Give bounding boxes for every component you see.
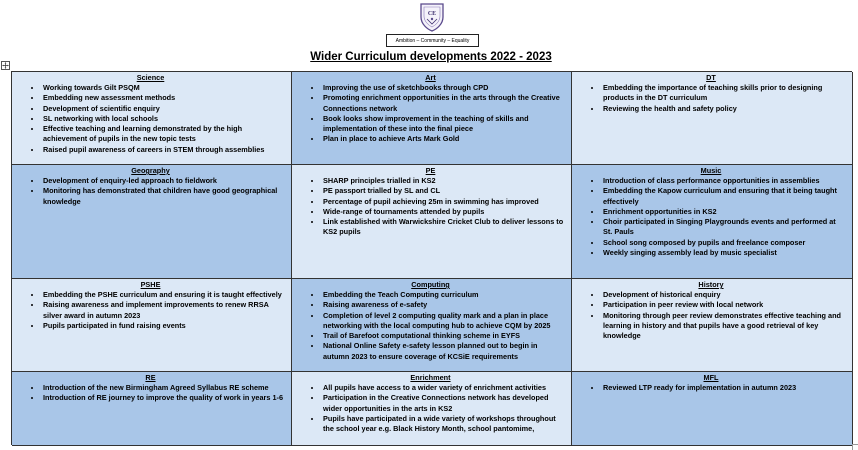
- bullet-item: • Development of enquiry-led approach to fieldwork: [42, 176, 285, 186]
- bullet-item: • Working towards Gilt PSQM: [42, 83, 285, 93]
- subject-heading: PE: [425, 166, 436, 175]
- school-crest-logo: [419, 3, 445, 32]
- subject-cell-dt[interactable]: [572, 72, 853, 165]
- subject-heading: Enrichment: [410, 373, 451, 382]
- bullet-item: • Choir participated in Singing Playgrounds events and performed at St. Pauls: [602, 217, 846, 238]
- bullet-item: • Link established with Warwickshire Cricket Club to deliver lessons to KS2 pupils: [322, 217, 565, 238]
- subject-heading: History: [698, 280, 724, 289]
- subject-items: [296, 83, 565, 145]
- subject-heading: RE: [145, 373, 156, 382]
- bullet-item: • SL networking with local schools: [42, 114, 285, 124]
- bullet-item: • Trail of Barefoot computational thinking scheme in EYFS: [322, 331, 565, 341]
- school-motto: Ambition – Community – Equality: [386, 34, 479, 47]
- bullet-item: • All pupils have access to a wider variety of enrichment activities: [322, 383, 565, 393]
- bullet-item: • Embedding the importance of teaching skills prior to designing products in the DT curriculum: [602, 83, 846, 104]
- subject-heading: Computing: [411, 280, 450, 289]
- bullet-item: • Participation in the Creative Connections network has developed wider opportunities in the arts in KS2: [322, 393, 565, 414]
- subject-heading: Music: [700, 166, 722, 175]
- bullet-item: • Reviewed LTP ready for implementation in autumn 2023: [602, 383, 846, 393]
- bullet-item: • Monitoring has demonstrated that children have good geographical knowledge: [42, 186, 285, 207]
- subject-items: [576, 176, 846, 258]
- bullet-item: • Development of scientific enquiry: [42, 104, 285, 114]
- bullet-item: • Improving the use of sketchbooks through CPD: [322, 83, 565, 93]
- bullet-item: • Weekly singing assembly lead by music specialist: [602, 248, 846, 258]
- subject-cell-art[interactable]: [292, 72, 572, 165]
- subject-heading: Art: [425, 73, 436, 82]
- bullet-item: • PE passport trialled by SL and CL: [322, 186, 565, 196]
- bullet-item: • Wide-range of tournaments attended by pupils: [322, 207, 565, 217]
- bullet-item: • Development of historical enquiry: [602, 290, 846, 300]
- subject-items: [296, 383, 565, 434]
- subject-items: [16, 383, 285, 404]
- table-resize-handle[interactable]: [852, 444, 858, 450]
- subject-items: [16, 176, 285, 207]
- subject-heading: Science: [136, 73, 165, 82]
- subject-items: [296, 176, 565, 238]
- bullet-item: • Embedding the Kapow curriculum and ensuring that it being taught effectively: [602, 186, 846, 207]
- subject-heading: MFL: [703, 373, 719, 382]
- bullet-item: • Introduction of RE journey to improve the quality of work in years 1-6: [42, 393, 285, 403]
- subject-cell-history[interactable]: [572, 279, 853, 372]
- bullet-item: • Participation in peer review with local network: [602, 300, 846, 310]
- bullet-item: • Percentage of pupil achieving 25m in swimming has improved: [322, 197, 565, 207]
- subject-cell-pshe[interactable]: [12, 279, 292, 372]
- bullet-item: • Reviewing the health and safety policy: [602, 104, 846, 114]
- bullet-item: • Introduction of class performance opportunities in assemblies: [602, 176, 846, 186]
- subject-items: [296, 290, 565, 362]
- bullet-item: • Promoting enrichment opportunities in the arts through the Creative Connections network: [322, 93, 565, 114]
- subject-items: [16, 290, 285, 331]
- subject-items: [576, 383, 846, 393]
- subject-cell-re[interactable]: [12, 372, 292, 446]
- table-move-handle[interactable]: [1, 61, 10, 70]
- bullet-item: • Plan in place to achieve Arts Mark Gold: [322, 134, 565, 144]
- crest-initials: CE: [427, 11, 437, 17]
- bullet-item: • School song composed by pupils and freelance composer: [602, 238, 846, 248]
- move-arrows-icon: [2, 62, 9, 69]
- bullet-item: • Completion of level 2 computing quality mark and a plan in place networking with the local computing hub to achieve CQM by 2025: [322, 311, 565, 332]
- subject-heading: PSHE: [140, 280, 161, 289]
- curriculum-table: [11, 71, 852, 445]
- bullet-item: • Monitoring through peer review demonstrates effective teaching and learning in history and that pupils have a good retrieval of key knowledge: [602, 311, 846, 342]
- bullet-item: • Book looks show improvement in the teaching of skills and implementation of these into the final piece: [322, 114, 565, 135]
- bullet-item: • Enrichment opportunities in KS2: [602, 207, 846, 217]
- subject-heading: DT: [706, 73, 716, 82]
- subject-cell-geography[interactable]: [12, 165, 292, 279]
- bullet-item: • SHARP principles trialled in KS2: [322, 176, 565, 186]
- bullet-item: • Raising awareness and implement improvements to renew RRSA silver award in autumn 2023: [42, 300, 285, 321]
- subject-items: [16, 83, 285, 155]
- bullet-item: • Effective teaching and learning demonstrated by the high achievement of pupils in the new topic tests: [42, 124, 285, 145]
- bullet-item: • Pupils participated in fund raising events: [42, 321, 285, 331]
- bullet-item: • Embedding the Teach Computing curriculum: [322, 290, 565, 300]
- subject-cell-music[interactable]: [572, 165, 853, 279]
- page-title: Wider Curriculum developments 2022 - 2023: [310, 51, 552, 63]
- bullet-item: • Introduction of the new Birmingham Agreed Syllabus RE scheme: [42, 383, 285, 393]
- bullet-item: • Raising awareness of e-safety: [322, 300, 565, 310]
- bullet-item: • Embedding new assessment methods: [42, 93, 285, 103]
- subject-heading: Geography: [131, 166, 170, 175]
- subject-cell-computing[interactable]: [292, 279, 572, 372]
- bullet-item: • Pupils have participated in a wide variety of workshops throughout the school year e.g. Black History Month, school pantomime,: [322, 414, 565, 435]
- subject-cell-mfl[interactable]: [572, 372, 853, 446]
- bullet-item: • National Online Safety e-safety lesson planned out to begin in autumn 2023 to ensure coverage of KCSiE requirements: [322, 341, 565, 362]
- subject-items: [576, 290, 846, 341]
- subject-cell-enrichment[interactable]: [292, 372, 572, 446]
- subject-items: [576, 83, 846, 114]
- bullet-item: • Embedding the PSHE curriculum and ensuring it is taught effectively: [42, 290, 285, 300]
- subject-cell-science[interactable]: [12, 72, 292, 165]
- subject-cell-pe[interactable]: [292, 165, 572, 279]
- bullet-item: • Raised pupil awareness of careers in STEM through assemblies: [42, 145, 285, 155]
